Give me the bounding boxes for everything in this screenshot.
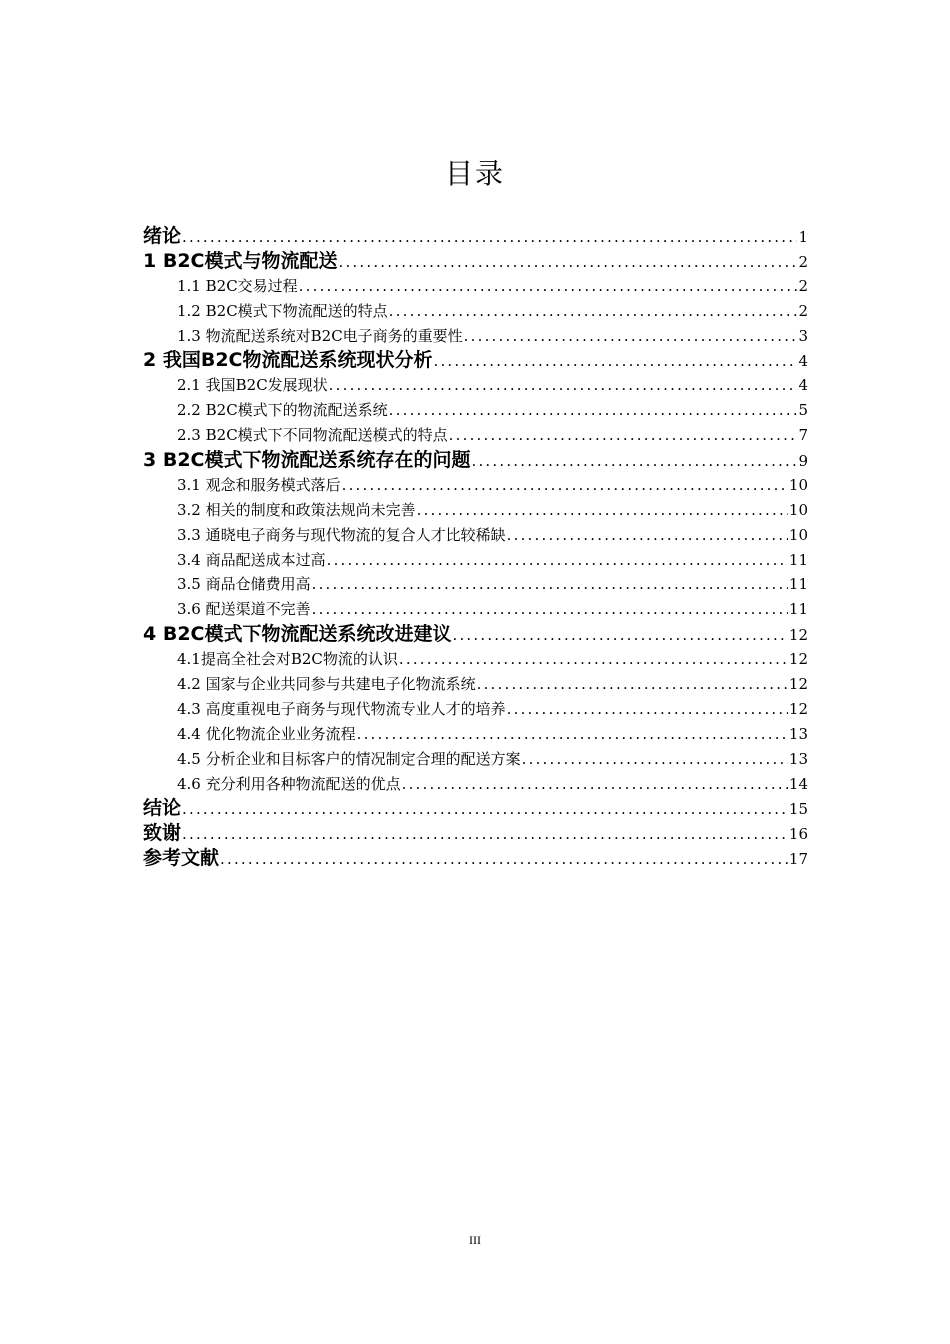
toc-section-entry[interactable] bbox=[143, 747, 808, 772]
toc-entry-label: 致谢 bbox=[143, 822, 182, 845]
toc-entry-label: 2 我国B2C物流配送系统现状分析 bbox=[143, 349, 433, 372]
toc-chapter-entry[interactable] bbox=[143, 796, 808, 821]
toc-entry-label: 3.3 通晓电子商务与现代物流的复合人才比较稀缺 bbox=[177, 525, 506, 544]
toc-dot-leader bbox=[389, 398, 797, 423]
toc-section-entry[interactable] bbox=[143, 299, 808, 324]
toc-dot-leader bbox=[507, 697, 788, 722]
toc-dot-leader bbox=[449, 423, 797, 448]
toc-entry-label: 2.2 B2C模式下的物流配送系统 bbox=[177, 401, 388, 420]
toc-section-entry[interactable] bbox=[143, 672, 808, 697]
page-number-footer: III bbox=[469, 1233, 481, 1247]
toc-page-number: 15 bbox=[788, 800, 808, 819]
toc-page-number: 13 bbox=[788, 749, 808, 768]
toc-section-entry[interactable] bbox=[143, 697, 808, 722]
page-title: 目录 bbox=[444, 157, 505, 190]
toc-dot-leader bbox=[182, 225, 797, 250]
toc-chapter-entry[interactable] bbox=[143, 622, 808, 647]
toc-entry-label: 3 B2C模式下物流配送系统存在的问题 bbox=[143, 449, 471, 472]
toc-dot-leader bbox=[342, 473, 788, 498]
table-of-contents bbox=[143, 224, 808, 871]
toc-section-entry[interactable] bbox=[143, 722, 808, 747]
toc-chapter-entry[interactable] bbox=[143, 249, 808, 274]
toc-entry-label: 2.3 B2C模式下不同物流配送模式的特点 bbox=[177, 426, 448, 445]
toc-dot-leader bbox=[327, 548, 788, 573]
toc-page-number: 1 bbox=[798, 228, 808, 246]
toc-entry-label: 2.1 我国B2C发展现状 bbox=[177, 376, 328, 395]
toc-page-number: 14 bbox=[788, 774, 808, 793]
toc-chapter-entry[interactable] bbox=[143, 448, 808, 473]
toc-page-number: 10 bbox=[788, 500, 808, 519]
toc-entry-label: 4.6 充分利用各种物流配送的优点 bbox=[177, 774, 401, 793]
toc-page-number: 12 bbox=[788, 626, 808, 645]
toc-dot-leader bbox=[433, 349, 797, 374]
toc-page-number: 10 bbox=[788, 525, 808, 544]
toc-section-entry[interactable] bbox=[143, 572, 808, 597]
toc-section-entry[interactable] bbox=[143, 772, 808, 797]
toc-page-number: 12 bbox=[788, 699, 808, 718]
toc-page-number: 11 bbox=[788, 575, 808, 594]
toc-dot-leader bbox=[471, 449, 797, 474]
toc-section-entry[interactable] bbox=[143, 498, 808, 523]
toc-page-number: 7 bbox=[798, 426, 808, 445]
toc-section-entry[interactable] bbox=[143, 423, 808, 448]
toc-page-number: 13 bbox=[788, 724, 808, 743]
toc-dot-leader bbox=[417, 498, 788, 523]
toc-page-number: 10 bbox=[788, 475, 808, 494]
toc-entry-label: 3.5 商品仓储费用高 bbox=[177, 575, 311, 594]
toc-page-number: 11 bbox=[788, 550, 808, 569]
toc-entry-label: 4.2 国家与企业共同参与共建电子化物流系统 bbox=[177, 675, 476, 694]
toc-dot-leader bbox=[329, 373, 797, 398]
toc-dot-leader bbox=[312, 572, 788, 597]
toc-entry-label: 4.1提高全社会对B2C物流的认识 bbox=[177, 650, 398, 669]
toc-dot-leader bbox=[182, 822, 788, 847]
toc-page-number: 4 bbox=[798, 352, 808, 371]
toc-entry-label: 绪论 bbox=[143, 225, 182, 247]
toc-page-number: 2 bbox=[798, 252, 808, 271]
toc-chapter-entry[interactable] bbox=[143, 821, 808, 846]
toc-page-number: 3 bbox=[798, 326, 808, 345]
toc-chapter-entry[interactable] bbox=[143, 224, 808, 249]
toc-page-number: 16 bbox=[788, 825, 808, 844]
toc-entry-label: 3.4 商品配送成本过高 bbox=[177, 550, 326, 569]
toc-entry-label: 4.3 高度重视电子商务与现代物流专业人才的培养 bbox=[177, 699, 506, 718]
toc-page-number: 12 bbox=[788, 650, 808, 669]
toc-dot-leader bbox=[477, 672, 788, 697]
toc-page-number: 11 bbox=[788, 600, 808, 619]
toc-chapter-entry[interactable] bbox=[143, 846, 808, 871]
toc-section-entry[interactable] bbox=[143, 274, 808, 299]
toc-entry-label: 参考文献 bbox=[143, 847, 220, 870]
toc-entry-label: 3.2 相关的制度和政策法规尚未完善 bbox=[177, 500, 416, 519]
toc-page-number: 5 bbox=[798, 401, 808, 420]
toc-entry-label: 4 B2C模式下物流配送系统改进建议 bbox=[143, 623, 452, 646]
toc-entry-label: 结论 bbox=[143, 797, 182, 820]
toc-section-entry[interactable] bbox=[143, 324, 808, 349]
toc-chapter-entry[interactable] bbox=[143, 348, 808, 373]
toc-dot-leader bbox=[507, 523, 788, 548]
toc-section-entry[interactable] bbox=[143, 548, 808, 573]
toc-page-number: 9 bbox=[798, 452, 808, 471]
toc-entry-label: 1 B2C模式与物流配送 bbox=[143, 249, 338, 272]
toc-entry-label: 1.2 B2C模式下物流配送的特点 bbox=[177, 301, 388, 320]
toc-dot-leader bbox=[452, 623, 787, 648]
toc-entry-label: 1.1 B2C交易过程 bbox=[177, 276, 298, 295]
toc-dot-leader bbox=[220, 847, 788, 872]
toc-dot-leader bbox=[464, 324, 797, 349]
toc-dot-leader bbox=[399, 647, 788, 672]
toc-page-number: 12 bbox=[788, 675, 808, 694]
toc-dot-leader bbox=[522, 747, 788, 772]
toc-dot-leader bbox=[357, 722, 788, 747]
toc-dot-leader bbox=[389, 299, 797, 324]
toc-dot-leader bbox=[182, 797, 788, 822]
toc-dot-leader bbox=[299, 274, 797, 299]
toc-page-number: 2 bbox=[798, 301, 808, 320]
toc-entry-label: 1.3 物流配送系统对B2C电子商务的重要性 bbox=[177, 326, 463, 345]
toc-section-entry[interactable] bbox=[143, 597, 808, 622]
toc-entry-label: 4.5 分析企业和目标客户的情况制定合理的配送方案 bbox=[177, 749, 521, 768]
toc-dot-leader bbox=[312, 597, 788, 622]
toc-dot-leader bbox=[402, 772, 788, 797]
toc-entry-label: 4.4 优化物流企业业务流程 bbox=[177, 724, 356, 743]
toc-dot-leader bbox=[338, 250, 797, 275]
toc-section-entry[interactable] bbox=[143, 398, 808, 423]
toc-section-entry[interactable] bbox=[143, 647, 808, 672]
toc-page-number: 17 bbox=[788, 850, 808, 869]
toc-section-entry[interactable] bbox=[143, 473, 808, 498]
toc-section-entry[interactable] bbox=[143, 523, 808, 548]
toc-entry-label: 3.6 配送渠道不完善 bbox=[177, 600, 311, 619]
toc-section-entry[interactable] bbox=[143, 373, 808, 398]
toc-page-number: 4 bbox=[798, 376, 808, 395]
toc-entry-label: 3.1 观念和服务模式落后 bbox=[177, 475, 341, 494]
toc-page-number: 2 bbox=[798, 276, 808, 295]
